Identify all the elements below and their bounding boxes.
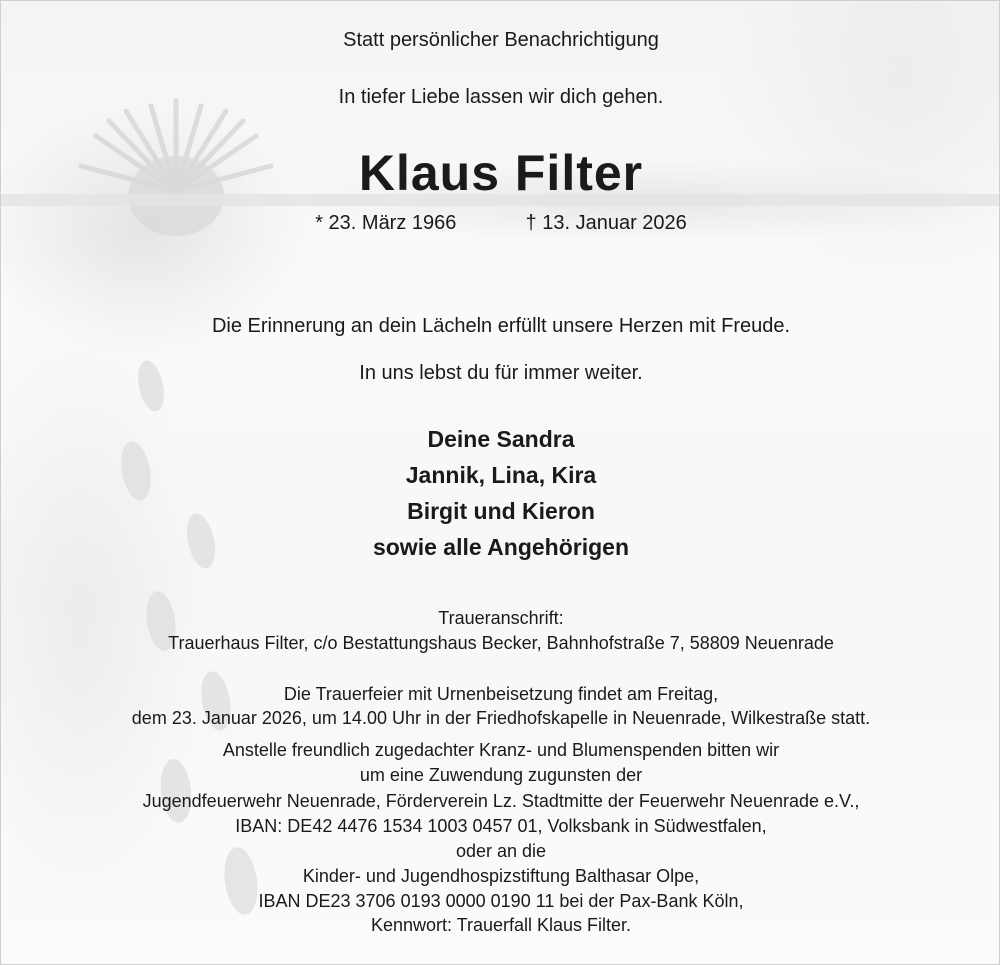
detail-line: IBAN DE23 3706 0193 0000 0190 11 bei der Pax-Bank Köln,: [258, 891, 744, 911]
quote-line-1: Die Erinnerung an dein Lächeln erfüllt unsere Herzen mit Freude.: [211, 315, 791, 337]
detail-line: Kinder- und Jugendhospizstiftung Balthasar Olpe,: [302, 866, 700, 886]
family-line: Birgit und Kieron: [407, 498, 595, 524]
detail-line: Die Trauerfeier mit Urnenbeisetzung findet am Freitag,: [283, 684, 719, 704]
quote-line-2: In uns lebst du für immer weiter.: [359, 362, 643, 384]
header-line: Statt persönlicher Benachrichtigung: [343, 29, 659, 51]
intro-line: In tiefer Liebe lassen wir dich gehen.: [338, 86, 664, 108]
birth-date: * 23. März 1966: [315, 212, 457, 234]
family-line: sowie alle Angehörigen: [372, 534, 630, 560]
detail-line: Anstelle freundlich zugedachter Kranz- und Blumenspenden bitten wir: [222, 740, 780, 760]
family-line: Deine Sandra: [427, 426, 575, 452]
family-line: Jannik, Lina, Kira: [405, 462, 597, 488]
address-label: Traueranschrift:: [438, 608, 564, 628]
notice-text: [1, 1, 1000, 965]
detail-line: Jugendfeuerwehr Neuenrade, Förderverein Lz. Stadtmitte der Feuerwehr Neuenrade e.V.,: [142, 791, 860, 811]
detail-line: oder an die: [455, 841, 547, 861]
life-dates: [1, 212, 1000, 235]
detail-line: IBAN: DE42 4476 1534 1003 0457 01, Volksbank in Südwestfalen,: [235, 816, 767, 836]
detail-line: dem 23. Januar 2026, um 14.00 Uhr in der Friedhofskapelle in Neuenrade, Wilkestraße statt.: [131, 708, 871, 728]
address-line: Trauerhaus Filter, c/o Bestattungshaus Becker, Bahnhofstraße 7, 58809 Neuenrade: [168, 633, 834, 653]
deceased-name: Klaus Filter: [358, 145, 644, 201]
death-date: † 13. Januar 2026: [525, 212, 687, 234]
detail-line: um eine Zuwendung zugunsten der: [359, 765, 643, 785]
detail-line: Kennwort: Trauerfall Klaus Filter.: [370, 915, 632, 935]
